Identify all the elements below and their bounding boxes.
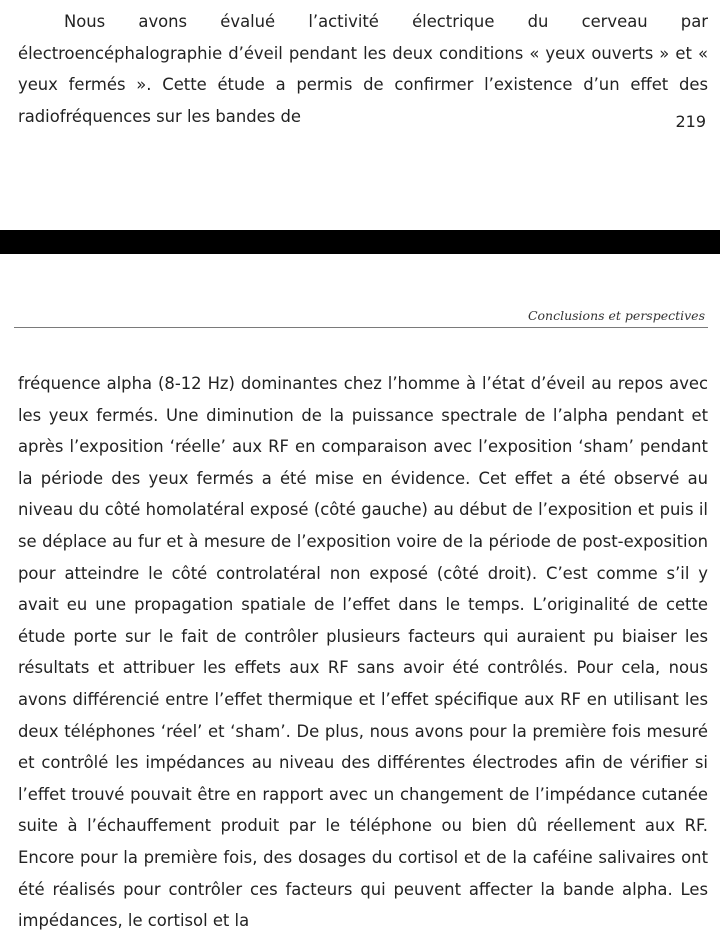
previous-page-region — [0, 0, 720, 230]
page-break-bar — [0, 230, 720, 254]
body-paragraph-top: Nous avons évalué l’activité électrique du cerveau par électroencéphalographie d’éveil pendant les deux conditions « yeux ouverts » et « yeux fermés ». Cette étude a permis de confirmer l’existence d’un effet des radiofréquences sur les bandes de — [18, 12, 708, 126]
page-number: 219 — [675, 112, 706, 131]
header-rule — [14, 327, 708, 328]
body-paragraph-bottom: fréquence alpha (8-12 Hz) dominantes chez l’homme à l’état d’éveil au repos avec les yeux fermés. Une diminution de la puissance spectrale de l’alpha pendant et après l’exposition ‘réelle’ aux RF en comparaison avec l’exposition ‘sham’ pendant la période des yeux fermés a été mise en évidence. Cet effet a été observé au niveau du côté homolatéral exposé (côté gauche) au début de l’exposition et puis il se déplace au fur et à mesure de l’exposition voire de la période de post-exposition pour atteindre le côté controlatéral non exposé (côté droit). C’est comme s’il y avait eu une propagation spatiale de l’effet dans le temps. L’originalité de cette étude porte sur le fait de contrôler plusieurs facteurs qui auraient pu biaiser les résultats et attribuer les effets aux RF sans avoir été contrôlés. Pour cela, nous avons différencié entre l’effet thermique et l’effet spécifique aux RF en utilisant les deux téléphones ‘réel’ et ‘sham’. De plus, nous avons pour la première fois mesuré et contrôlé les impédances au niveau des différentes électrodes afin de vérifier si l’effet trouvé pouvait être en rapport avec un changement de l’impédance cutanée suite à l’échauffement produit par le téléphone ou bien dû réellement aux RF. Encore pour la première fois, des dosages du cortisol et de la caféine salivaires ont été réalisés pour contrôler ces facteurs qui peuvent affecter la bande alpha. Les impédances, le cortisol et la — [18, 374, 708, 931]
running-header: Conclusions et perspectives — [527, 308, 705, 323]
